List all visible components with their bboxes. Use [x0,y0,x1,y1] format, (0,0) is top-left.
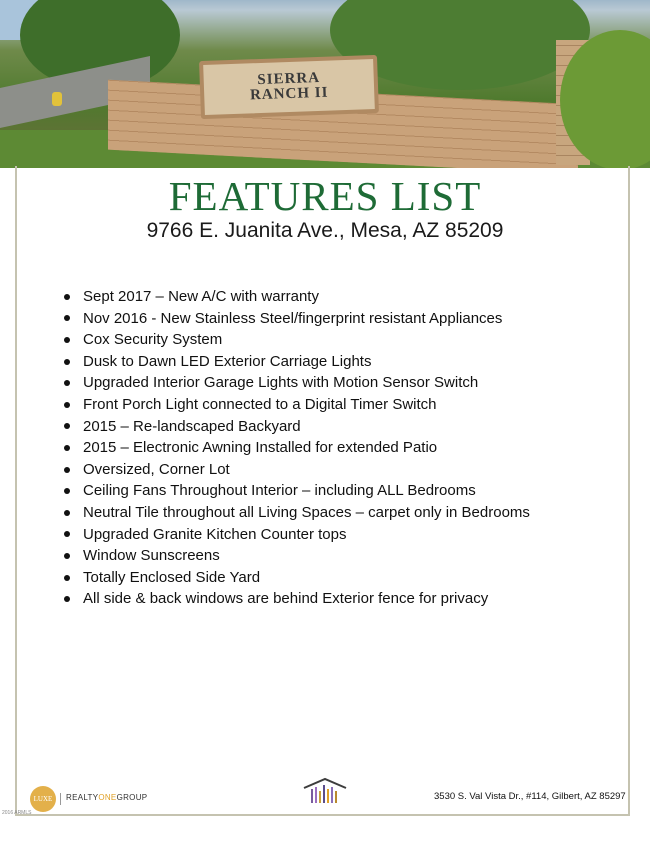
feature-item [64,372,530,394]
feature-text: All side & back windows are behind Exterior fence for privacy [83,590,489,608]
house-logo-icon [302,777,348,805]
brand-one: ONE [98,793,117,802]
page-title: FEATURES LIST [168,173,482,219]
feature-text: Ceiling Fans Throughout Interior – including ALL Bedrooms [83,482,476,500]
feature-text: Cox Security System [83,331,223,349]
bullet-icon [64,467,70,473]
feature-item [64,545,530,567]
bullet-icon [64,596,70,602]
feature-text: Sept 2017 – New A/C with warranty [83,288,319,305]
features-list [64,286,530,610]
property-address: 9766 E. Juanita Ave., Mesa, AZ 85209 [146,219,504,242]
bullet-icon [64,315,70,321]
feature-item [64,286,530,308]
bullet-icon [64,423,70,429]
feature-item [64,308,530,330]
bullet-icon [64,575,70,581]
feature-text: Totally Enclosed Side Yard [83,568,261,586]
brand-prefix: REALTY [66,793,99,802]
bullet-icon [64,488,70,494]
footer-divider [60,793,61,805]
feature-text: Front Porch Light connected to a Digital Timer Switch [83,395,437,413]
feature-item [64,524,530,546]
bullet-icon [64,402,70,408]
feature-item [64,416,530,438]
sign-line-1: SIERRA [257,69,321,89]
feature-item [64,437,530,459]
bullet-icon [64,337,70,343]
fire-hydrant [52,92,62,106]
feature-text: Oversized, Corner Lot [83,460,230,478]
bullet-icon [64,380,70,386]
feature-item [64,394,530,416]
hero-photo [0,0,650,168]
community-sign [199,55,379,119]
feature-item [64,480,530,502]
feature-item [64,329,530,351]
copyright-note: 2016 ARMLS [2,810,32,816]
feature-text: Upgraded Interior Garage Lights with Motion Sensor Switch [83,374,479,392]
feature-text: Window Sunscreens [83,547,220,565]
bullet-icon [64,294,70,300]
bullet-icon [64,359,70,365]
office-address: 3530 S. Val Vista Dr., #114, Gilbert, AZ 85297 [434,791,626,802]
feature-text: 2015 – Re-landscaped Backyard [83,417,301,435]
feature-text: 2015 – Electronic Awning Installed for extended Patio [83,439,438,457]
feature-item [64,459,530,481]
bullet-icon [64,531,70,537]
feature-item [64,567,530,589]
feature-text: Nov 2016 - New Stainless Steel/fingerprint resistant Appliances [83,309,503,327]
feature-item [64,588,530,610]
bullet-icon [64,510,70,516]
brokerage-name [66,793,147,802]
luxe-logo [30,786,56,812]
feature-text: Dusk to Dawn LED Exterior Carriage Lights [83,352,372,370]
feature-text: Upgraded Granite Kitchen Counter tops [83,525,347,543]
feature-text: Neutral Tile throughout all Living Spaces – carpet only in Bedrooms [83,503,530,521]
brand-suffix: GROUP [116,793,148,802]
bullet-icon [64,445,70,451]
sign-line-2: RANCH II [249,84,329,104]
feature-item [64,351,530,373]
bullet-icon [64,553,70,559]
logo-text: LUXE [33,795,53,803]
feature-item [64,502,530,524]
